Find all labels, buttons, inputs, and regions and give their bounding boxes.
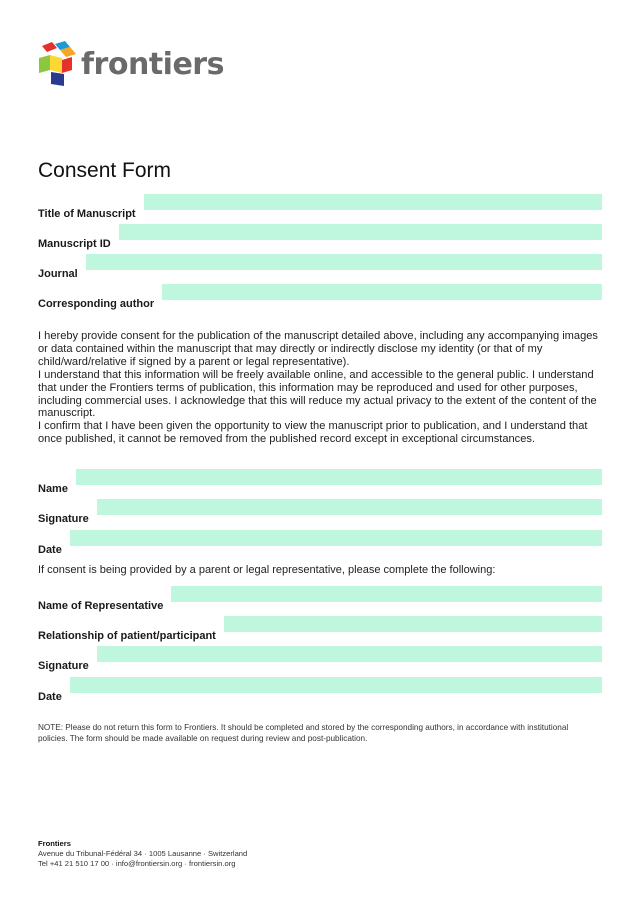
form-title: Consent Form [38,159,172,182]
footer-address: Avenue du Tribunal-Fédéral 34 · 1005 Lausanne · Switzerland [38,849,248,858]
field-label: Signature [38,660,89,672]
representative-date-field[interactable] [70,677,602,693]
consent-paragraph: I hereby provide consent for the publication of the manuscript detailed above, including any accompanying images or data contained within the manuscript that may directly or indirectly disclose my identity (or that of my child/ward/relative if signed by a parent or legal representative). [38,330,598,368]
consent-statement [38,330,598,446]
title-of-manuscript-field[interactable] [144,194,602,210]
manuscript-id-row [38,230,602,250]
frontiers-logo [38,38,224,90]
journal-row [38,260,602,280]
journal-field[interactable] [86,254,602,270]
representative-signature-row [38,652,602,672]
field-label: Relationship of patient/participant [38,630,216,642]
storage-note: NOTE: Please do not return this form to Frontiers. It should be completed and stored by the corresponding authors, in accordance with institutional policies. The form should be made available on request during review and post-publication. [38,723,569,743]
title-of-manuscript-row [38,200,602,220]
field-label: Date [38,691,62,703]
field-label: Date [38,544,62,556]
corresponding-author-row [38,290,602,310]
footer-contact: Tel +41 21 510 17 00 · info@frontiersin.org · frontiersin.org [38,859,236,868]
relationship-field[interactable] [224,616,602,632]
field-label: Signature [38,513,89,525]
representative-date-row [38,683,602,703]
name-field[interactable] [76,469,602,485]
name-of-representative-row [38,592,602,612]
relationship-row [38,622,602,642]
date-row [38,536,602,556]
signature-row [38,505,602,525]
field-label: Journal [38,268,78,280]
footer [38,839,247,869]
representative-signature-field[interactable] [97,646,602,662]
field-label: Name of Representative [38,600,164,612]
field-label: Corresponding author [38,298,155,310]
date-field[interactable] [70,530,602,546]
field-label: Title of Manuscript [38,208,136,220]
name-of-representative-field[interactable] [171,586,602,602]
footer-org: Frontiers [38,839,71,848]
frontiers-wordmark: frontiers [81,46,224,82]
field-label: Manuscript ID [38,238,111,250]
field-label: Name [38,483,68,495]
consent-paragraph: I confirm that I have been given the opportunity to view the manuscript prior to publication, and I understand that once published, it cannot be removed from the published record except in exceptional circumstances. [38,420,588,446]
consent-paragraph: I understand that this information will be freely available online, and accessible to the general public. I understand that under the Frontiers terms of publication, this information may be reproduced and used for other purposes, including commercial uses. I acknowledge that this will reduce my actual privacy to the extent of the content of the manuscript. [38,368,597,420]
corresponding-author-field[interactable] [162,284,602,300]
name-row [38,475,602,495]
manuscript-id-field[interactable] [119,224,602,240]
frontiers-cube-logo-icon [38,40,78,88]
representative-instruction: If consent is being provided by a parent or legal representative, please complete the following: [38,564,496,576]
signature-field[interactable] [97,499,602,515]
